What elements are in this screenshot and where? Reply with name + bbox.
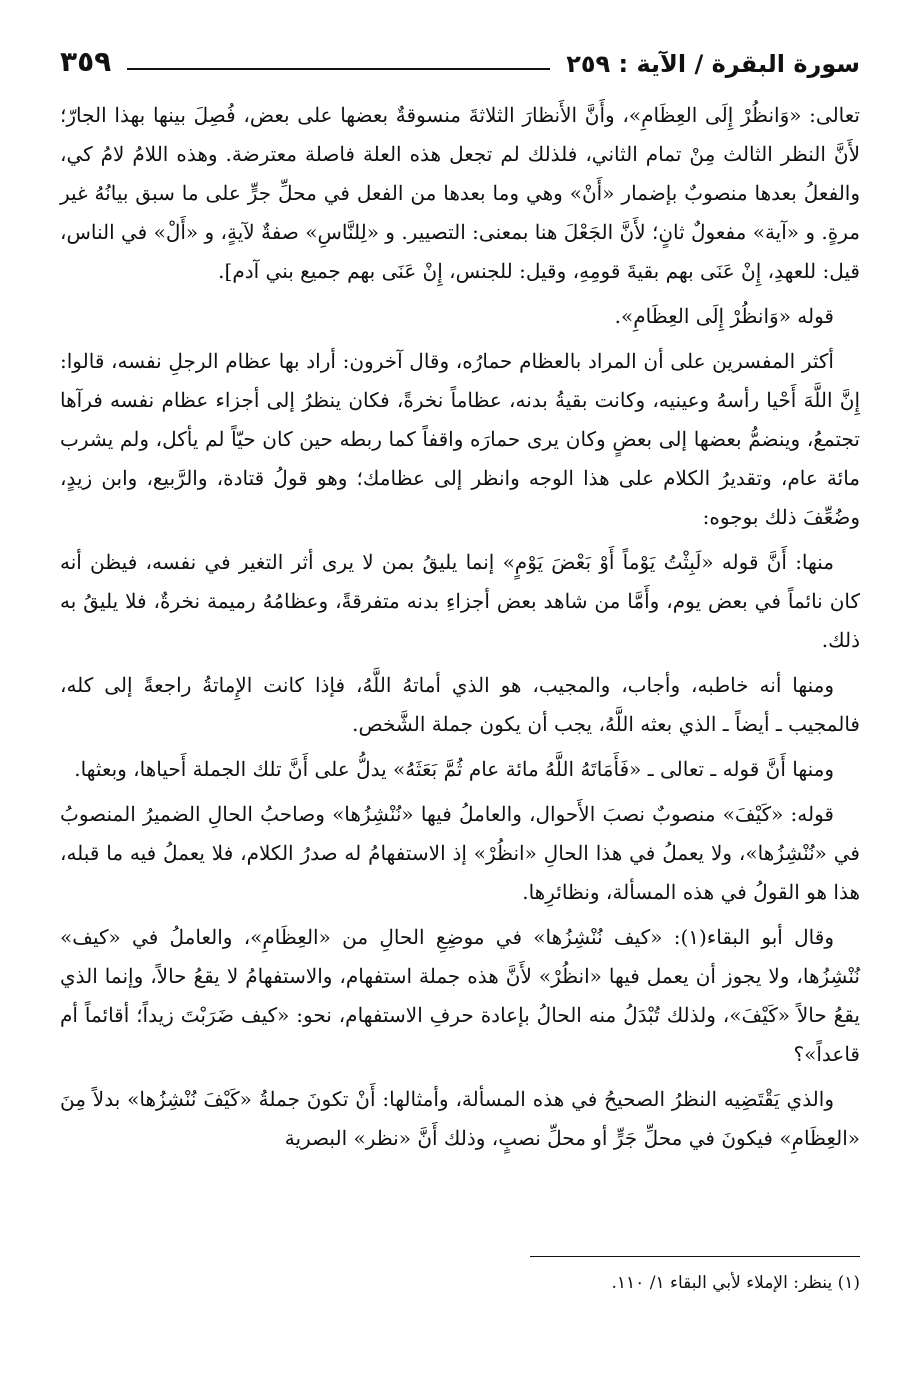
running-header — [60, 28, 860, 78]
paragraph: قوله: «كَيْفَ» منصوبٌ نصبَ الأَحوال، والعاملُ فيها «نُنْشِزُها» وصاحبُ الحالِ الضميرُ المنصوبُ في «نُنْشِزُها»، ولا يعملُ في هذا الحالِ «انظُرْ» إذ الاستفهامُ له صدرُ الكلام، فلا يعملُ فيه ما قبله، هذا هو القولُ في هذه المسألة، ونظائرِها. — [60, 802, 860, 904]
page-body — [60, 96, 860, 1158]
header-rule — [127, 68, 550, 70]
footnote: (١) ينظر: الإملاء لأبي البقاء ١/ ١١٠. — [611, 1273, 860, 1293]
book-page — [60, 28, 860, 1348]
paragraph: أكثر المفسرين على أن المراد بالعظام حمارُه، وقال آخرون: أراد بها عظام الرجلِ نفسه، قالوا: إِنَّ اللَّهَ أَحْيا رأسهُ وعينيه، وكانت بقيةُ بدنه، عظاماً نخرةً، فكان ينظرُ إلى أجزاء عظام نفسه فرآها تجتمعُ، وينضمُّ بعضها إلى بعضٍ وكان يرى حمارَه واقفاً كما ربطه حين كان حيّاً لم يأكل، ولم يشرب مائة عام، وتقديرُ الكلام على هذا الوجه وانظر إلى عظامك؛ وهو قولُ قتادة، والرَّبيع، وابن زيدٍ، وضُعِّفَ ذلك بوجوه: — [60, 349, 860, 529]
paragraph: وقال أبو البقاء(١): «كيف نُنْشِزُها» في موضِعِ الحالِ من «العِظَامِ»، والعاملُ في «كيف» نُنْشِزُها، ولا يجوز أن يعمل فيها «انظُرْ» لأَنَّ هذه جملة استفهام، والاستفهامُ لا يقعُ حالاً، وإنما الذي يقعُ حالاً «كَيْفَ»، ولذلك تُبْدَلُ منه الحالُ بإعادة حرفِ الاستفهام، نحو: «كيف ضَرَبْتَ زيداً؛ أقائماً أم قاعداً»؟ — [60, 925, 860, 1066]
paragraph: والذي يَقْتَضِيه النظرُ الصحيحُ في هذه المسألة، وأمثالها: أَنْ تكونَ جملةُ «كَيْفَ نُنْشِزُها» بدلاً مِنَ «العِظَامِ» فيكونَ في محلِّ جَرٍّ أو محلِّ نصبٍ، وذلك أَنَّ «نظر» البصرية — [60, 1087, 860, 1150]
paragraph: منها: أَنَّ قوله «لَبِثْتُ يَوْماً أَوْ بَعْضَ يَوْمٍ» إنما يليقُ بمن لا يرى أثر التغير في نفسه، فيظن أنه كان نائماً في بعض يوم، وأَمَّا من شاهد بعض أجزاءِ بدنه متفرقةً، وعظامُهُ رميمة نخرةٌ، فلا يليقُ به ذلك. — [60, 550, 860, 652]
footnote-separator — [530, 1256, 860, 1257]
header-title: سورة البقرة / الآية : ٢٥٩ — [566, 50, 860, 78]
paragraph: ومنها أنه خاطبه، وأجاب، والمجيب، هو الذي أماتهُ اللَّهُ، فإذا كانت الإِماتةُ راجعةً إلى كله، فالمجيب ـ أيضاً ـ الذي بعثه اللَّهُ، يجب أن يكون جملة الشَّخص. — [60, 673, 860, 736]
paragraph: قوله «وَانظُرْ إِلَى العِظَامِ». — [614, 304, 834, 328]
paragraph: تعالى: «وَانظُرْ إِلَى العِظَامِ»، وأَنَّ الأَنظارَ الثلاثةَ منسوقةٌ بعضها على بعض، فُصِلَ بينها بهذا الجارّ؛ لأَنَّ النظر الثالث مِنْ تمام الثاني، فلذلك لم تجعل هذه العلة فاصلة معترضة. وهذه اللامُ لامُ كي، والفعلُ بعدها منصوبٌ بإضمار «أَنْ» وهي وما بعدها من الفعل في محلِّ جرٍّ على ما سبق بيانُهُ غير مرةٍ. و «آية» مفعولٌ ثانٍ؛ لأَنَّ الجَعْلَ هنا بمعنى: التصيير. و «لِلنَّاسِ» صفةٌ لآيةٍ، و «أَلْ» في الناس، قيل: للعهدِ، إِنْ عَنَى بهم بقيةَ قومِهِ، وقيل: للجنس، إِنْ عَنَى بهم جميع بني آدم]. — [60, 103, 860, 283]
paragraph: ومنها أَنَّ قوله ـ تعالى ـ «فَأَمَاتَهُ اللَّهُ مائة عام ثُمَّ بَعَثَهُ» يدلُّ على أَنَّ تلك الجملة أَحياها، وبعثها. — [74, 757, 834, 781]
page-number: ٣٥٩ — [60, 45, 112, 78]
